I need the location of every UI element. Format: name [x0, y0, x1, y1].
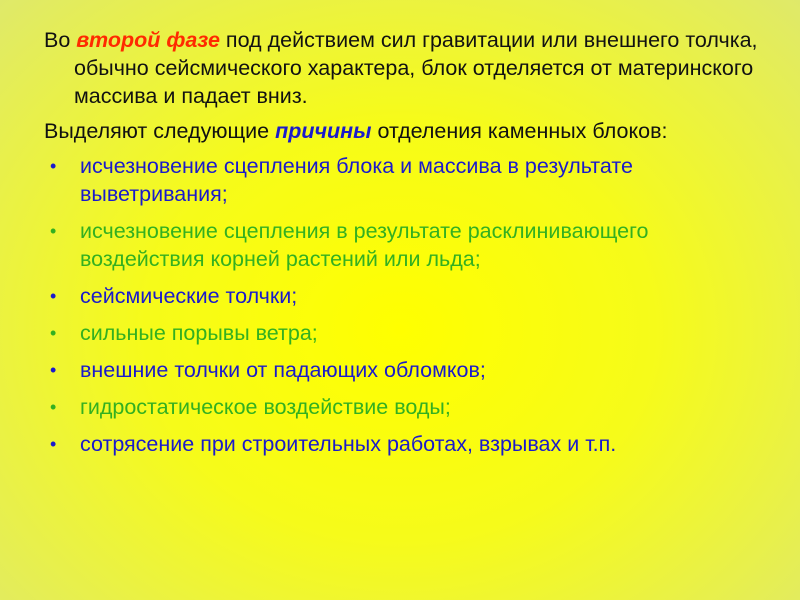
bullet-icon: •	[50, 397, 57, 417]
causes-list	[44, 152, 764, 458]
list-item-text: гидростатическое воздействие воды;	[80, 395, 451, 419]
list-item	[44, 393, 764, 421]
list-item-text: сотрясение при строительных работах, взрывах и т.п.	[80, 432, 617, 456]
paragraph-2-after: отделения каменных блоков:	[371, 119, 668, 143]
list-item-text: исчезновение сцепления блока и массива в результате выветривания;	[80, 154, 633, 206]
list-item-text: сейсмические толчки;	[80, 284, 298, 308]
bullet-icon: •	[50, 434, 57, 454]
paragraph-1-emphasis: второй фазе	[76, 28, 220, 52]
paragraph-causes-intro	[44, 117, 764, 145]
bullet-icon: •	[50, 156, 57, 176]
bullet-icon: •	[50, 221, 57, 241]
slide-content	[44, 26, 764, 467]
list-item-text: исчезновение сцепления в результате расклинивающего воздействия корней растений или льда;	[80, 219, 649, 271]
list-item	[44, 217, 764, 273]
list-item	[44, 152, 764, 208]
list-item	[44, 430, 764, 458]
list-item	[44, 356, 764, 384]
list-item	[44, 282, 764, 310]
list-item-text: сильные порывы ветра;	[80, 321, 318, 345]
bullet-icon: •	[50, 360, 57, 380]
paragraph-2-before: Выделяют следующие	[44, 119, 276, 143]
paragraph-1-after: под действием сил гравитации или внешнего толчка, обычно сейсмического характера, блок отделяется от материнского массива и падает вниз.	[74, 28, 758, 108]
paragraph-2-emphasis: причины	[275, 119, 372, 143]
bullet-icon: •	[50, 323, 57, 343]
bullet-icon: •	[50, 286, 57, 306]
paragraph-1-before: Во	[44, 28, 77, 52]
list-item	[44, 319, 764, 347]
list-item-text: внешние толчки от падающих обломков;	[80, 358, 486, 382]
paragraph-second-phase	[44, 26, 764, 110]
